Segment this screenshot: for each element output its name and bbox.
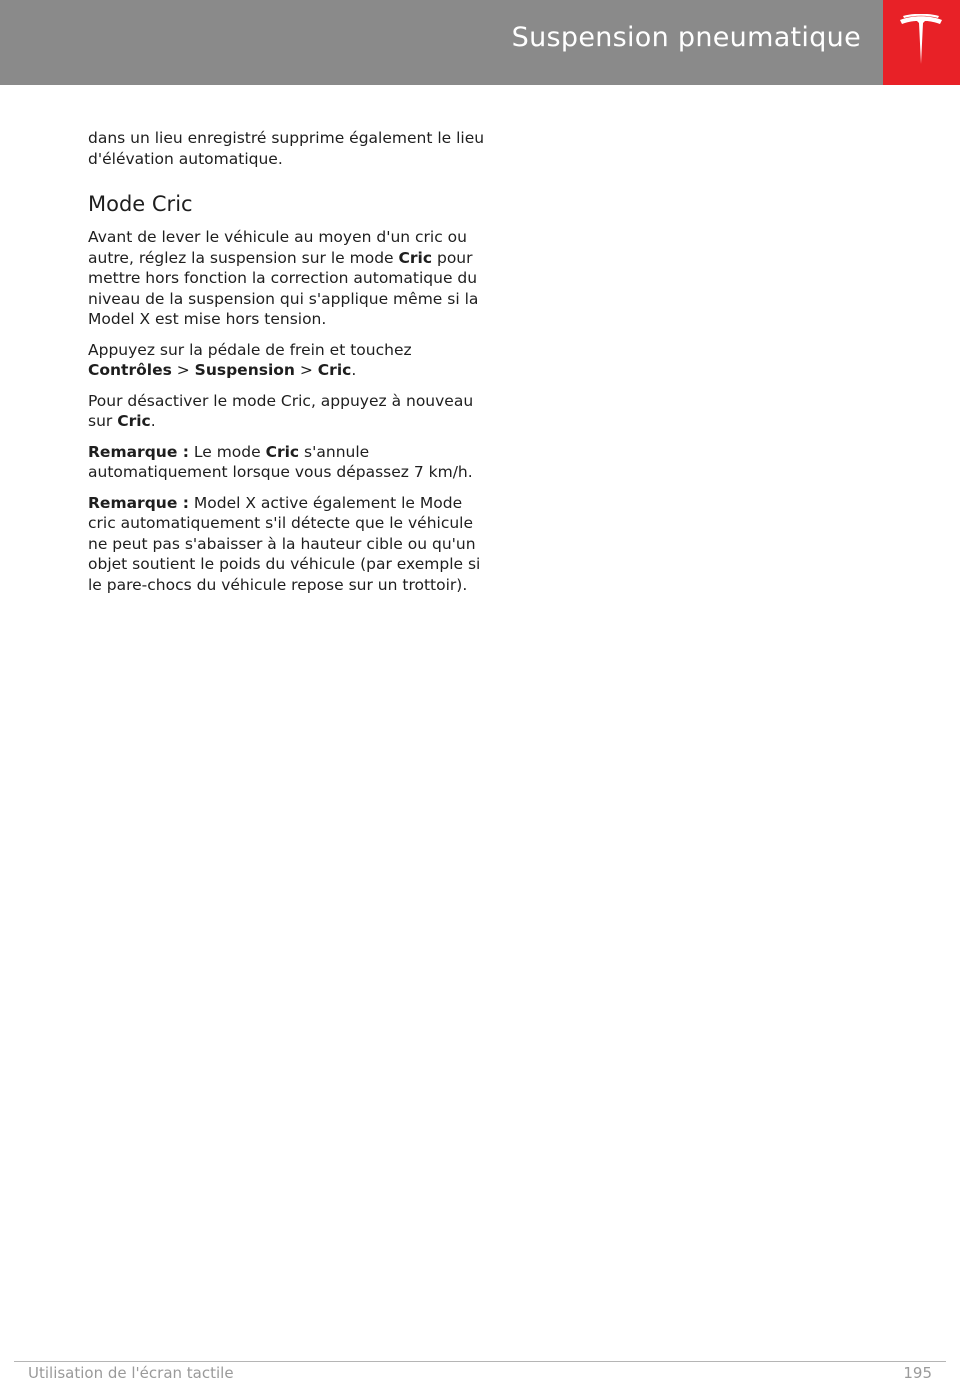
text-span: Model X active également le Mode cric automatiquement s'il détecte que le véhicule ne peut pas s'abaisser à la hauteur cible ou qu'un objet soutient le poids du véhicule (par exemple si le pare-chocs du véhicule repose sur un trottoir). <box>88 493 481 594</box>
footer-section-title: Utilisation de l'écran tactile <box>28 1364 234 1382</box>
note-paragraph <box>88 442 488 483</box>
note-label: Remarque : <box>88 493 189 512</box>
jack-mode-paragraph <box>88 227 488 330</box>
text-span: Pour désactiver le mode Cric, appuyez à nouveau sur <box>88 391 474 430</box>
section-title: Mode Cric <box>88 192 193 216</box>
menu-path-suspension: Suspension <box>194 361 295 379</box>
text-span: pour mettre hors fonction la correction automatique du niveau de la suspension qui s'applique même si la Model X est mise hors tension. <box>88 248 479 328</box>
jack-mode-term: Cric <box>265 442 300 461</box>
text-span: Avant de lever le véhicule au moyen d'un cric ou autre, réglez la suspension sur le mode <box>88 228 467 267</box>
menu-path-jack: Cric <box>317 361 352 379</box>
footer-divider <box>14 1361 946 1362</box>
menu-path-controls: Contrôles <box>88 361 172 379</box>
jack-mode-term: Cric <box>398 248 433 267</box>
deactivation-paragraph <box>88 391 488 432</box>
tesla-logo-icon <box>898 14 944 66</box>
text-span: Le mode <box>188 442 266 461</box>
header-bar <box>0 0 883 85</box>
activation-paragraph <box>88 340 488 381</box>
content-column <box>88 128 488 605</box>
intro-paragraph: dans un lieu enregistré supprime également le lieu d'élévation automatique. <box>88 129 485 168</box>
note-paragraph <box>88 493 488 596</box>
page-number: 195 <box>903 1364 932 1382</box>
page-header-title: Suspension pneumatique <box>511 22 861 53</box>
path-separator: > <box>171 361 195 379</box>
text-span: . <box>150 412 156 430</box>
text-span: s'annule automatiquement lorsque vous dépassez 7 km/h. <box>88 442 473 481</box>
jack-mode-term: Cric <box>117 412 151 430</box>
logo-box <box>883 0 960 85</box>
path-separator: > <box>294 361 318 379</box>
text-span: . <box>351 361 357 379</box>
text-span: Appuyez sur la pédale de frein et touchez <box>88 340 412 359</box>
note-label: Remarque : <box>88 442 189 461</box>
